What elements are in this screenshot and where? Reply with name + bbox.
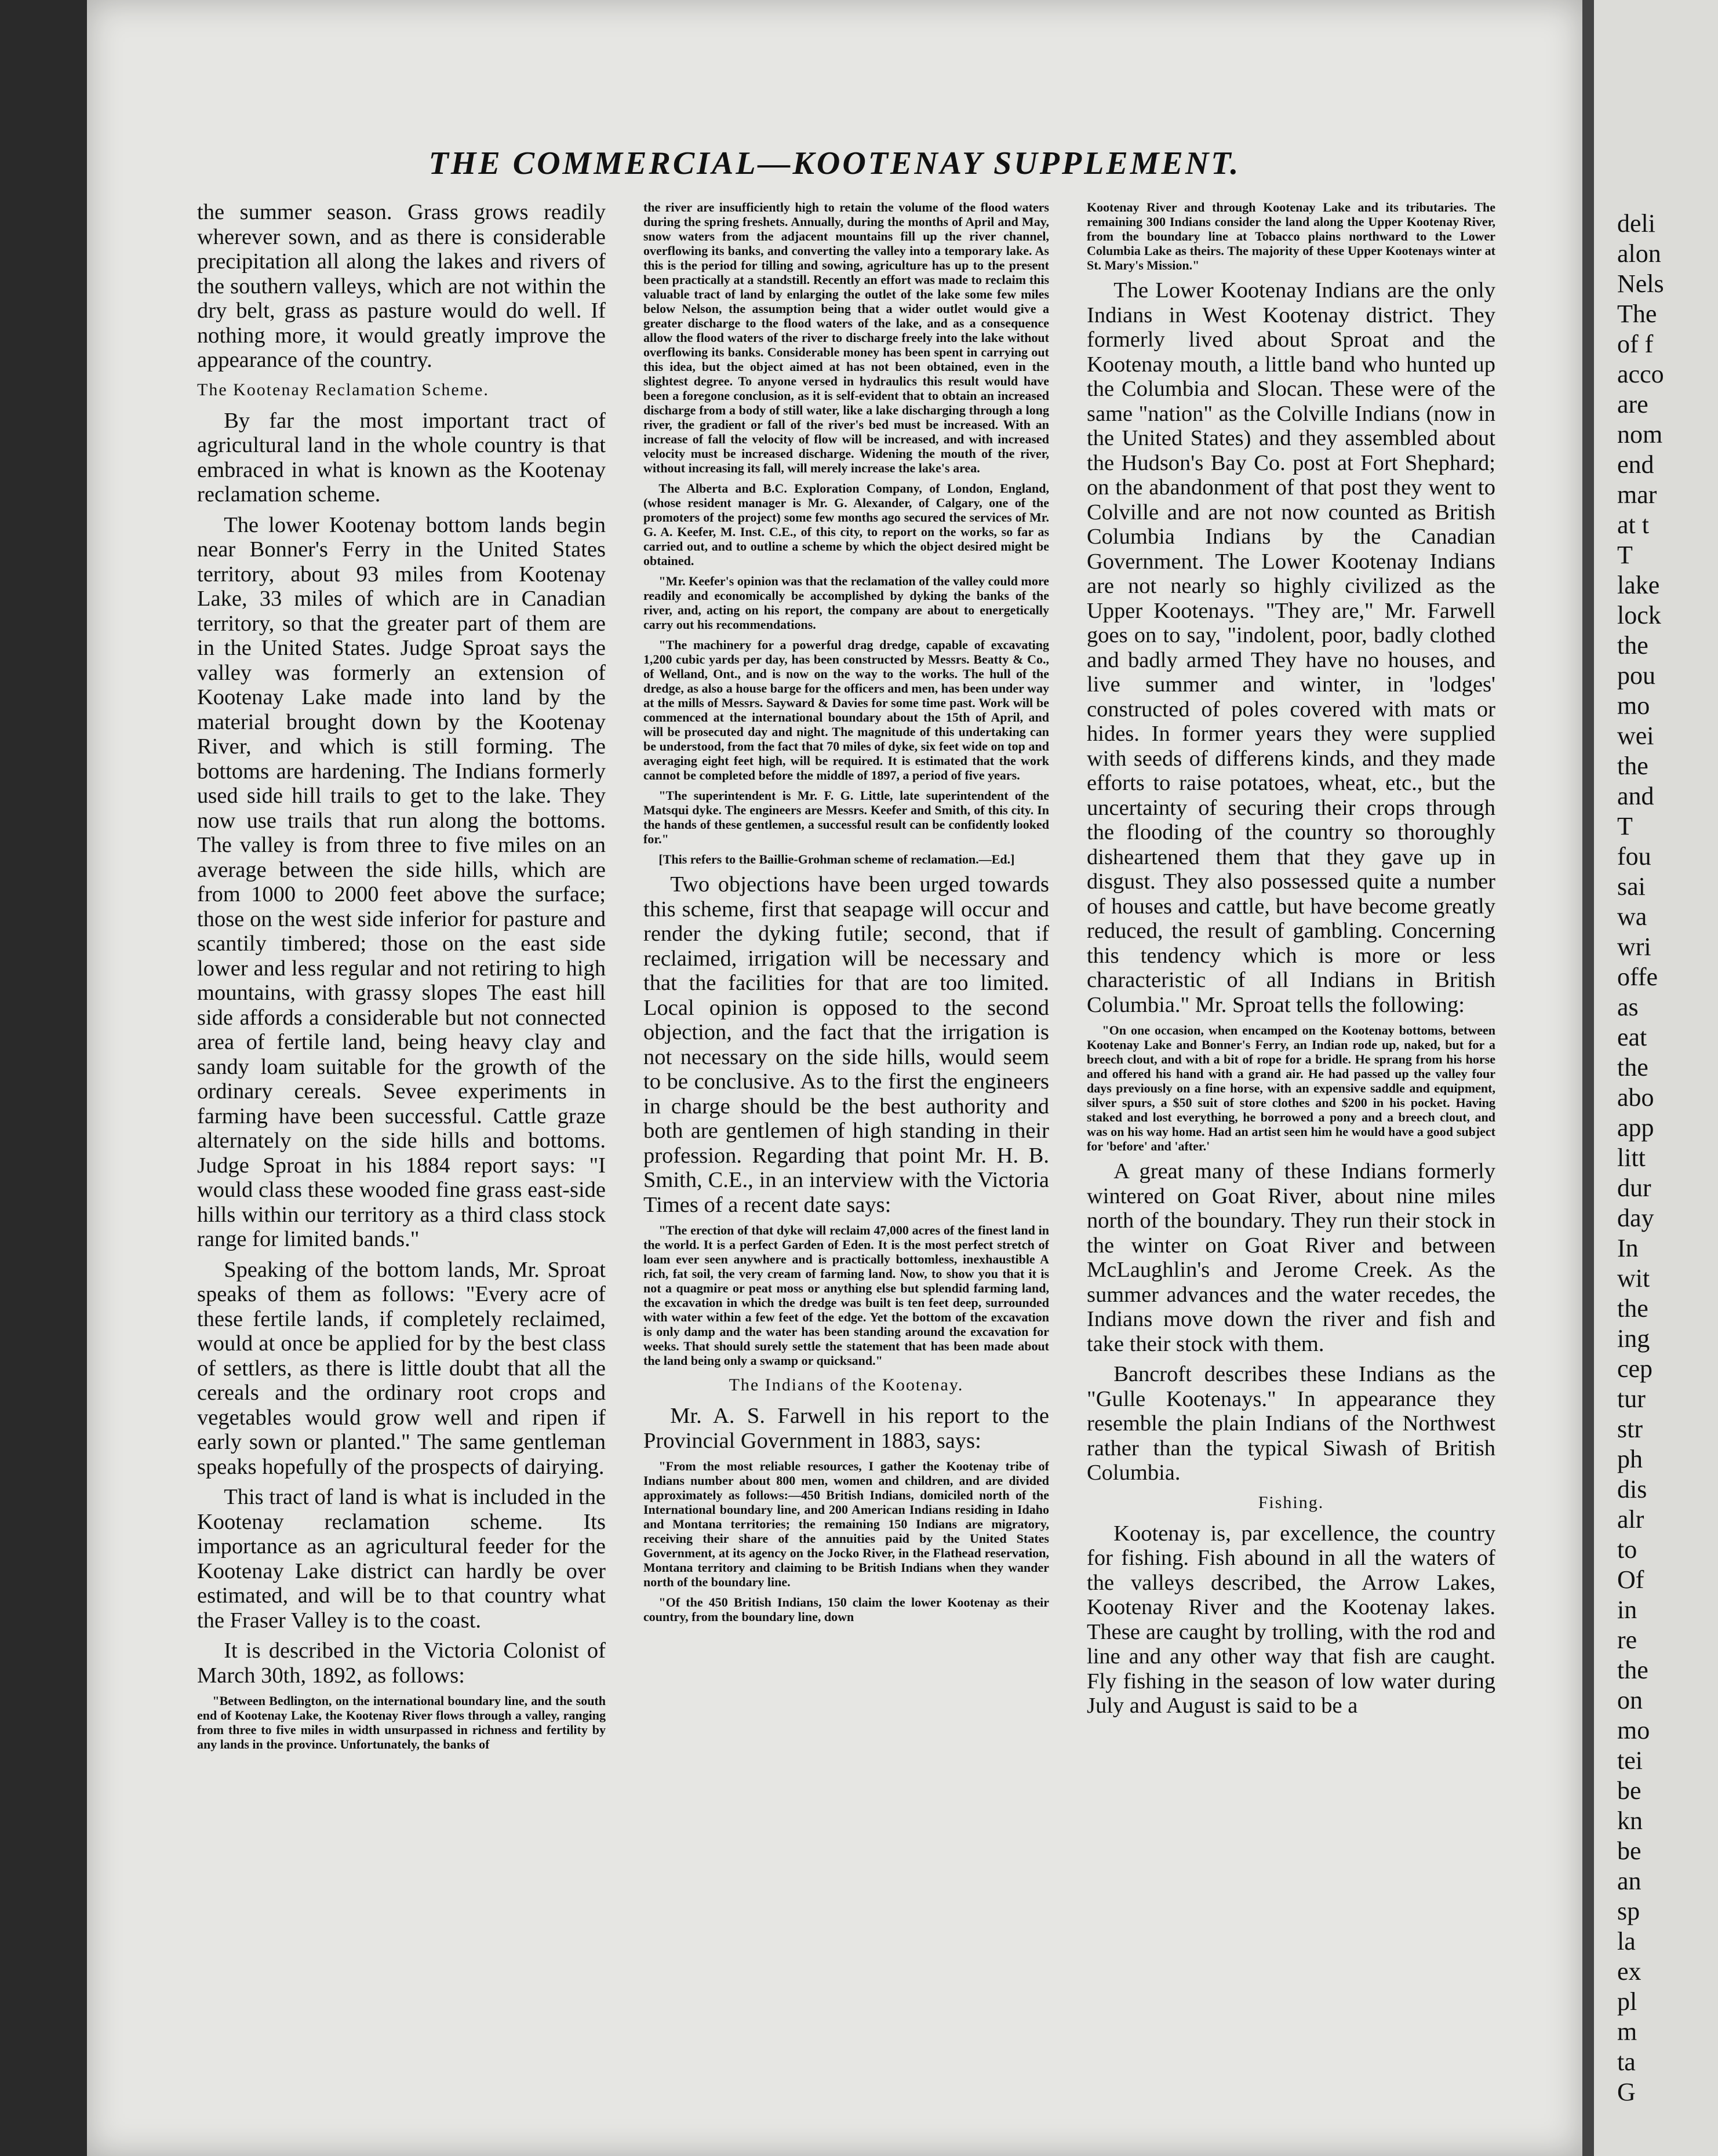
paragraph: By far the most important tract of agricultural land in the whole country is that embraced in what is known as the Kootenay reclamation scheme.: [197, 408, 606, 507]
adjacent-text-fragment: ex: [1617, 1957, 1641, 1986]
adjacent-text-fragment: In: [1617, 1234, 1639, 1262]
adjacent-text-fragment: re: [1617, 1626, 1637, 1654]
adjacent-text-fragment: wa: [1617, 902, 1647, 931]
adjacent-text-fragment: and: [1617, 782, 1654, 810]
adjacent-text-fragment: fou: [1617, 842, 1651, 871]
adjacent-text-fragment: of f: [1617, 330, 1654, 358]
column-1: [197, 200, 606, 2130]
quoted-paragraph: "Mr. Keefer's opinion was that the reclamation of the valley could more readily and economically be accomplished by dyking the banks of the river, and, acting on his report, the company are about to energetically carry out his recommendations.: [643, 574, 1049, 632]
adjacent-text-fragment: mar: [1617, 480, 1657, 509]
adjacent-text-fragment: ing: [1617, 1324, 1650, 1353]
adjacent-text-fragment: the: [1617, 1294, 1648, 1323]
adjacent-text-fragment: ph: [1617, 1445, 1643, 1473]
adjacent-text-fragment: abo: [1617, 1083, 1654, 1112]
adjacent-text-fragment: app: [1617, 1113, 1654, 1142]
adjacent-text-fragment: T: [1617, 541, 1633, 569]
adjacent-text-fragment: cep: [1617, 1354, 1653, 1383]
paragraph: The Lower Kootenay Indians are the only Indians in West Kootenay district. They formerly lived about Sproat and the Kootenay mouth, a little band who hunted up the Columbia and Slocan. These were of the same "nation" as the Colville Indians (now in the United States) and they assembled about the Hudson's Bay Co. post at Fort Shephard; on the abandonment of that post they went to Colville and are not now counted as British Columbia Indians by the Canadian Government. The Lower Kootenay Indians are not nearly so highly civilized as the Upper Kootenays. "They are," Mr. Farwell goes on to say, "indolent, poor, badly clothed and badly armed They have no houses, and live summer and winter, in 'lodges' constructed of poles covered with mats or hides. In former years they were supplied with seeds of differens kinds, and they made efforts to raise potatoes, wheat, etc., but the uncertainty of securing their crops through the flooding of the country so thoroughly disheartened them that they gave up in disgust. They also possessed quite a number of houses and cattle, but have become greatly reduced, the result of gambling. Concerning this tendency which is more or less characteristic of all Indians in British Columbia." Mr. Sproat tells the following:: [1087, 278, 1495, 1017]
adjacent-text-fragment: wit: [1617, 1264, 1650, 1292]
adjacent-text-fragment: mo: [1617, 1716, 1650, 1745]
adjacent-text-fragment: lake: [1617, 571, 1660, 599]
paragraph: the summer season. Grass grows readily wherever sown, and as there is considerable precipitation all along the lakes and rivers of the southern valleys, which are not within the dry belt, grass as pasture would do well. If nothing more, it would greatly improve the appearance of the country.: [197, 200, 606, 372]
paragraph: Kootenay is, par excellence, the country for fishing. Fish abound in all the waters of the valleys described, the Arrow Lakes, Kootenay River and the Kootenay lakes. These are caught by trolling, with the rod and line and any other way that fish are caught. Fly fishing in the season of low water during July and August is said to be a: [1087, 1521, 1495, 1718]
adjacent-text-fragment: the: [1617, 1053, 1648, 1081]
adjacent-text-fragment: The: [1617, 300, 1657, 328]
adjacent-text-fragment: day: [1617, 1204, 1654, 1232]
column-2: [643, 200, 1049, 2130]
adjacent-page-fragment: [1594, 0, 1718, 2156]
adjacent-text-fragment: wri: [1617, 933, 1651, 961]
adjacent-text-fragment: lock: [1617, 601, 1661, 629]
adjacent-text-fragment: are: [1617, 390, 1648, 418]
section-heading: The Indians of the Kootenay.: [729, 1375, 964, 1394]
adjacent-text-fragment: Of: [1617, 1565, 1644, 1594]
page-gutter: [1582, 0, 1594, 2156]
adjacent-text-fragment: T: [1617, 812, 1633, 840]
adjacent-text-fragment: dis: [1617, 1475, 1647, 1503]
paragraph: Bancroft describes these Indians as the "Gulle Kootenays." In appearance they resemble the plain Indians of the Northwest rather than the typical Siwash of British Columbia.: [1087, 1362, 1495, 1485]
quoted-paragraph: "The erection of that dyke will reclaim 47,000 acres of the finest land in the world. It is a perfect Garden of Eden. It is the most perfect stretch of loam ever seen anywhere and is practically bottomless, inexhaustible A rich, fat soil, the very cream of farming land. Now, to show you that it is not a quagmire or peat moss or anything else but splendid farming land, the excavation in which the dredge was built is ten feet deep, surrounded with water within a few feet of the edge. Yet the bottom of the excavation is only damp and the water has been standing around the excavation for weeks. That should surely settle the statement that has been made about the land being only a swamp or quicksand.": [643, 1223, 1049, 1368]
quoted-paragraph: the river are insufficiently high to retain the volume of the flood waters during the spring freshets. Annually, during the months of April and May, snow waters from the adjacent mountains fill up the river channel, overflowing its banks, and converting the valley into a temporary lake. As this is the period for tilling and sowing, agriculture has up to the present been practically at a standstill. Recently an effort was made to reclaim this valuable tract of land by enlarging the outlet of the lake some few miles below Nelson, the assumption being that a wider outlet would give a greater discharge to the flood waters of the lake, and as a consequence allow the flood waters of the river to discharge freely into the lake without overflowing its banks. Considerable money has been spent in carrying out this idea, but the object aimed at has not been obtained, even in the slightest degree. To anyone versed in hydraulics this result would have been a foregone conclusion, as it is self-evident that to obtain an increased discharge from a body of still water, like a lake discharging through a long river, the gradient or fall of the river's bed must be increased. With an increase of fall the velocity of flow will be increased, and with increased velocity must be increased discharge. Widening the mouth of the river, without increasing its fall, will merely increase the lake's area.: [643, 200, 1049, 475]
adjacent-text-fragment: alr: [1617, 1505, 1644, 1534]
adjacent-text-fragment: Nels: [1617, 270, 1664, 298]
paragraph: Speaking of the bottom lands, Mr. Sproat speaks of them as follows: "Every acre of these fertile lands, if completely reclaimed, would at once be applied for by the best class of settlers, as there is little doubt that all the cereals and the ordinary root crops and vegetables would grow well and ripen if early sown or planted." The same gentleman speaks hopefully of the prospects of dairying.: [197, 1257, 606, 1479]
adjacent-text-fragment: str: [1617, 1415, 1643, 1443]
adjacent-text-fragment: alon: [1617, 239, 1661, 268]
adjacent-text-fragment: la: [1617, 1927, 1636, 1955]
adjacent-text-fragment: in: [1617, 1596, 1637, 1624]
adjacent-text-fragment: mo: [1617, 691, 1650, 720]
quoted-paragraph: The Alberta and B.C. Exploration Company, of London, England, (whose resident manager is Mr. G. Alexander, of Calgary, one of the promoters of the project) some few months ago secured the services of Mr. G. A. Keefer, M. Inst. C.E., of this city, to report on the works, so far as carried out, and to outline a scheme by which the object desired might be obtained.: [643, 481, 1049, 568]
paragraph: Two objections have been urged towards this scheme, first that seapage will occur and render the dyking futile; second, that if reclaimed, irrigation will be necessary and that the facilities for that are too limited. Local opinion is opposed to the second objection, and the fact that the irrigation is not necessary on the side hills, would seem to be conclusive. As to the first the engineers in charge should be the best authority and both are gentlemen of high standing in their profession. Regarding that point Mr. H. B. Smith, C.E., in an interview with the Victoria Times of a recent date says:: [643, 872, 1049, 1217]
quoted-paragraph: "Of the 450 British Indians, 150 claim the lower Kootenay as their country, from the boundary line, down: [643, 1595, 1049, 1624]
editor-note: [This refers to the Baillie-Grohman scheme of reclamation.—Ed.]: [658, 852, 1015, 866]
adjacent-text-fragment: pl: [1617, 1987, 1637, 2016]
adjacent-text-fragment: ta: [1617, 2048, 1636, 2076]
adjacent-text-fragment: deli: [1617, 209, 1655, 238]
adjacent-text-fragment: nom: [1617, 420, 1663, 449]
quoted-paragraph: Kootenay River and through Kootenay Lake and its tributaries. The remaining 300 Indians consider the land along the Upper Kootenay River, from the boundary line at Tobacco plains northward to the Lower Columbia Lake as theirs. The majority of these Upper Kootenays winter at St. Mary's Mission.": [1087, 200, 1495, 272]
quoted-paragraph: "The superintendent is Mr. F. G. Little, late superintendent of the Matsqui dyke. The engineers are Messrs. Keefer and Smith, of this city. In the hands of these gentlemen, a successful result can be confidently looked for.": [643, 788, 1049, 846]
quoted-paragraph: "The machinery for a powerful drag dredge, capable of excavating 1,200 cubic yards per day, has been constructed by Messrs. Beatty & Co., of Welland, Ont., and is now on the way to the works. The hull of the dredge, as also a house barge for the officers and men, has been under way at the mills of Messrs. Sayward & Davies for some time past. Work will be commenced at the international boundary about the 15th of April, and will be prosecuted day and night. The magnitude of this undertaking can be understood, from the fact that 70 miles of dyke, six feet wide on top and averaging eight feet high, will be required. It is estimated that the work cannot be completed before the middle of 1897, a period of five years.: [643, 638, 1049, 782]
adjacent-text-fragment: tei: [1617, 1746, 1643, 1775]
adjacent-text-fragment: the: [1617, 1656, 1648, 1684]
adjacent-text-fragment: sp: [1617, 1897, 1640, 1925]
adjacent-text-fragment: at t: [1617, 511, 1649, 539]
adjacent-text-fragment: kn: [1617, 1807, 1643, 1835]
adjacent-text-fragment: pou: [1617, 661, 1655, 690]
column-3: [1087, 200, 1495, 2130]
adjacent-text-fragment: to: [1617, 1535, 1637, 1564]
quoted-paragraph: "From the most reliable resources, I gather the Kootenay tribe of Indians number about 800 men, women and children, and are divided approximately as follows:—450 British Indians, domiciled north of the International boundary line, and 200 American Indians residing in Idaho and Montana territories; the remaining 150 Indians are migratory, receiving their share of the annuities paid by the United States Government, at its agency on the Jocko River, in the Flathead reservation, Montana territory and claiming to be British Indians when they wander north of the boundary line.: [643, 1459, 1049, 1589]
adjacent-text-fragment: as: [1617, 993, 1639, 1021]
adjacent-text-fragment: acco: [1617, 360, 1664, 388]
adjacent-text-fragment: sai: [1617, 872, 1646, 901]
quoted-paragraph: "On one occasion, when encamped on the Kootenay bottoms, between Kootenay Lake and Bonner's Ferry, an Indian rode up, naked, but for a breech clout, and with a bit of rope for a bridle. He sprang from his horse and offered his hand with a grand air. He had passed up the valley four days previously on a fine horse, with an expensive saddle and equipment, silver spurs, a $50 suit of store clothes and $200 in his pocket. Having staked and lost everything, he borrowed a pony and a breech clout, and was on his way home. Had an artist seen him he would have a good subject for 'before' and 'after.': [1087, 1023, 1495, 1153]
adjacent-text-fragment: on: [1617, 1686, 1643, 1714]
section-heading: Fishing.: [1258, 1492, 1324, 1512]
adjacent-text-fragment: dur: [1617, 1174, 1651, 1202]
adjacent-text-fragment: offe: [1617, 963, 1658, 991]
adjacent-text-fragment: m: [1617, 2017, 1637, 2046]
adjacent-text-fragment: the: [1617, 752, 1648, 780]
paragraph: It is described in the Victoria Colonist of March 30th, 1892, as follows:: [197, 1638, 606, 1688]
adjacent-text-fragment: tur: [1617, 1385, 1646, 1413]
adjacent-text-fragment: an: [1617, 1867, 1641, 1895]
paragraph: The lower Kootenay bottom lands begin near Bonner's Ferry in the United States territory, about 93 miles from Kootenay Lake, 33 miles of which are in Canadian territory, so that the greater part of them are in the United States. Judge Sproat says the valley was formerly an extension of Kootenay Lake made into land by the material brought down by the Kootenay River, and which is still forming. The bottoms are hardening. The Indians formerly used side hill trails to get to the lake. They now use trails that run along the bottoms. The valley is from three to five miles on an average between the side hills, which are from 1000 to 2000 feet above the surface; those on the west side inferior for pasture and scantily timbered; those on the east side lower and less regular and not retiring to high mountains, with grassy slopes The east hill side affords a considerable but not connected area of fertile land, being heavy clay and sandy loam suitable for the growth of the ordinary cereals. Sevee experiments in farming have been successful. Cattle graze alternately on the side hills and bottoms. Judge Sproat in his 1884 report says: "I would class these wooded fine grass east-side hills within our territory as a third class stock range for limited bands.": [197, 512, 606, 1251]
quoted-paragraph: "Between Bedlington, on the international boundary line, and the south end of Kootenay Lake, the Kootenay River flows through a valley, ranging from three to five miles in width unsurpassed in richness and fertility by any lands in the province. Unfortunately, the banks of: [197, 1694, 606, 1751]
page-header: THE COMMERCIAL—KOOTENAY SUPPLEMENT.: [428, 145, 1241, 181]
paragraph: This tract of land is what is included in the Kootenay reclamation scheme. Its importance as an agricultural feeder for the Kootenay Lake district can hardly be over estimated, and will be to that country what the Fraser Valley is to the coast.: [197, 1485, 606, 1633]
adjacent-text-fragment: be: [1617, 1776, 1641, 1805]
paragraph: Mr. A. S. Farwell in his report to the Provincial Government in 1883, says:: [643, 1404, 1049, 1453]
adjacent-text-fragment: be: [1617, 1837, 1641, 1865]
section-heading: The Kootenay Reclamation Scheme.: [197, 380, 489, 399]
adjacent-text-fragment: end: [1617, 450, 1654, 479]
adjacent-text-fragment: wei: [1617, 722, 1654, 750]
adjacent-text-fragment: eat: [1617, 1023, 1647, 1051]
adjacent-text-fragment: litt: [1617, 1143, 1646, 1172]
adjacent-text-fragment: G: [1617, 2078, 1636, 2106]
paragraph: A great many of these Indians formerly wintered on Goat River, about nine miles north of the boundary. They run their stock in the winter on Goat River and between McLaughlin's and Jerome Creek. As the summer advances and the water recedes, the Indians move down the river and fish and take their stock with them.: [1087, 1159, 1495, 1356]
adjacent-text-fragment: the: [1617, 631, 1648, 660]
